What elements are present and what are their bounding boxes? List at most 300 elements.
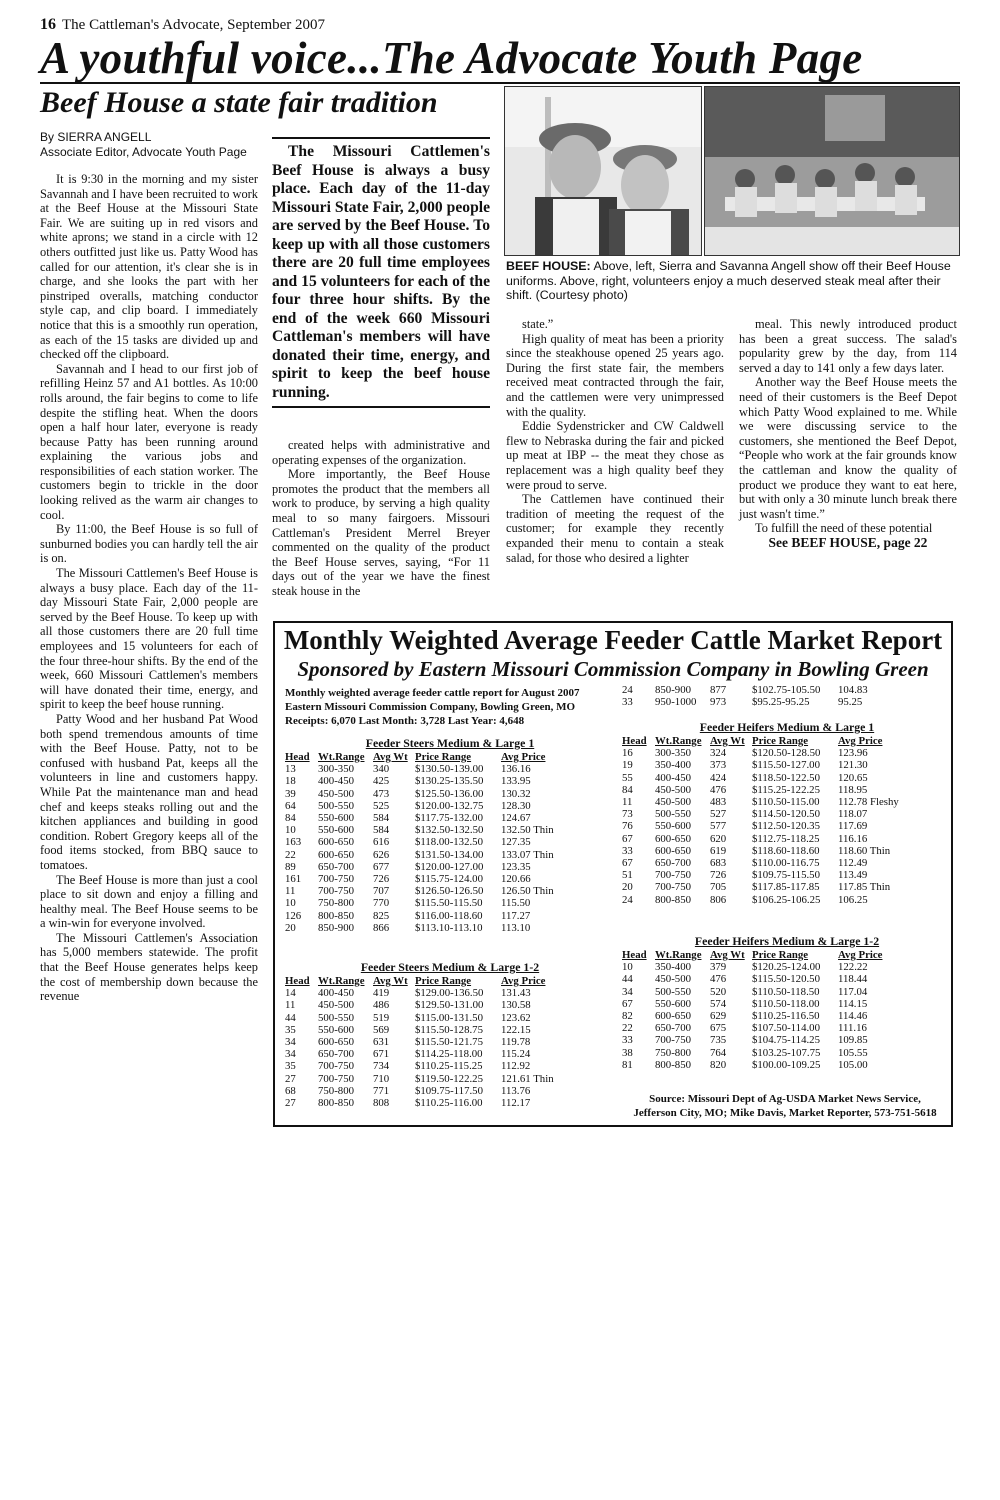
table-row xyxy=(285,861,601,873)
table-cell: 400-450 xyxy=(655,771,691,784)
table-cell: 22 xyxy=(285,848,296,861)
table-cell: 35 xyxy=(285,1023,296,1036)
table-cell: 683 xyxy=(710,857,727,870)
market-subtitle: Sponsored by Eastern Missouri Commission Company in Bowling Green xyxy=(297,657,929,681)
table-cell: 671 xyxy=(373,1048,390,1061)
table-cell: 10 xyxy=(622,961,633,974)
table-cell: $118.50-122.50 xyxy=(752,771,820,784)
table-row xyxy=(622,1047,938,1059)
table-cell: 707 xyxy=(373,885,390,898)
article-paragraph: Patty Wood and her husband Pat Wood both spend tremendous amounts of time with the Beef House. Patty, not to be confused with husband Pat, keeps all the volunteers in line and customers happy. While Pat the maintenance man and head chef and keeps steaks rolling out and the kitchen appliances and building in good condition. Robert Gregory keeps all of the food items stocked, from BBQ sauce to tomatoes. xyxy=(40,711,258,872)
table-cell: 20 xyxy=(285,921,296,934)
table-cell: 113.76 xyxy=(501,1084,531,1097)
table-row xyxy=(622,833,938,845)
column-header: Avg Price xyxy=(501,751,546,763)
table-cell: $120.25-124.00 xyxy=(752,961,821,974)
table-cell: $112.50-120.35 xyxy=(752,820,820,833)
article-paragraph: Savannah and I head to our first job of refilling Heinz 57 and A1 bottles. As 10:00 rolls around, the fair begins to come to life despite the stifling heat. When the doors open a half hour later, everyone is ready because Patty has been running around explaining the various jobs and responsibilities of each station worker. The customers begin to trickle in the door looking relived as the warm air changes to cool. xyxy=(40,361,258,522)
table-cell: 33 xyxy=(622,1034,633,1047)
table-title: Feeder Steers Medium & Large 1 xyxy=(365,736,535,750)
market-source xyxy=(620,1092,950,1120)
table-cell: 734 xyxy=(373,1060,390,1073)
table-cell: 519 xyxy=(373,1011,390,1024)
table-cell: 118.60 Thin xyxy=(838,844,891,857)
article-column-4 xyxy=(739,317,957,551)
table-cell: 121.61 Thin xyxy=(501,1072,554,1085)
market-table xyxy=(622,735,938,906)
table-row xyxy=(285,1036,601,1048)
table-cell: 163 xyxy=(285,836,302,849)
table-row xyxy=(622,881,938,893)
table-cell: 500-550 xyxy=(318,1011,354,1024)
table-cell: 750-800 xyxy=(655,1046,691,1059)
table-row xyxy=(285,897,601,909)
byline xyxy=(40,130,265,160)
market-report-box xyxy=(273,621,953,1127)
banner-rule xyxy=(40,82,960,84)
table-row xyxy=(622,784,938,796)
table-cell: 112.49 xyxy=(838,857,868,870)
table-cell: $117.75-132.00 xyxy=(415,812,483,825)
table-cell: 550-600 xyxy=(318,824,354,837)
table-row xyxy=(622,772,938,784)
table-cell: 473 xyxy=(373,787,390,800)
table-cell: 123.35 xyxy=(501,860,531,873)
table-cell: 10 xyxy=(285,897,296,910)
table-cell: 650-700 xyxy=(655,1022,691,1035)
table-cell: 710 xyxy=(373,1072,390,1085)
table-cell: 350-400 xyxy=(655,961,691,974)
photo-volunteers xyxy=(704,86,960,256)
table-cell: 117.27 xyxy=(501,909,531,922)
table-cell: 619 xyxy=(710,844,727,857)
table-row xyxy=(622,845,938,857)
table-row xyxy=(285,763,601,775)
table-row xyxy=(285,824,601,836)
market-table xyxy=(622,949,938,1071)
table-cell: 11 xyxy=(285,885,296,898)
table-cell: 116.16 xyxy=(838,832,868,845)
table-row xyxy=(285,1060,601,1072)
column-header: Avg Price xyxy=(838,949,883,961)
article-column-2 xyxy=(272,438,490,599)
table-row xyxy=(285,849,601,861)
table-cell: 600-650 xyxy=(655,1010,691,1023)
table-cell: 700-750 xyxy=(655,1034,691,1047)
table-cell: 106.25 xyxy=(838,893,868,906)
table-cell: 800-850 xyxy=(318,1097,354,1110)
table-cell: 122.22 xyxy=(838,961,868,974)
photo-volunteers-image xyxy=(705,87,959,255)
table-cell: 700-750 xyxy=(655,881,691,894)
table-cell: 112.78 Fleshy xyxy=(838,796,899,809)
table-cell: 89 xyxy=(285,860,296,873)
table-cell: 115.50 xyxy=(501,897,531,910)
table-cell: 650-700 xyxy=(318,1048,354,1061)
table-cell: 373 xyxy=(710,759,727,772)
table-cell: $100.00-109.25 xyxy=(752,1058,821,1071)
table-cell: 808 xyxy=(373,1097,390,1110)
table-cell: 500-550 xyxy=(318,799,354,812)
table-cell: 806 xyxy=(710,893,727,906)
table-row xyxy=(622,894,938,906)
article-paragraph: The Missouri Cattlemen's Association has 5,000 members statewide. The profit that the Beef House generates helps keep the cost of membership down because the revenue xyxy=(40,930,258,1004)
table-cell: $110.25-116.50 xyxy=(752,1010,820,1023)
table-title: Feeder Steers Medium & Large 1-2 xyxy=(360,960,540,974)
table-cell: 18 xyxy=(285,775,296,788)
caption-lead: BEEF HOUSE: xyxy=(506,259,591,273)
table-cell: 324 xyxy=(710,747,727,760)
table-cell: 800-850 xyxy=(318,909,354,922)
table-cell: $119.50-122.25 xyxy=(415,1072,483,1085)
table-cell: 130.32 xyxy=(501,787,531,800)
table-cell: 128.30 xyxy=(501,799,531,812)
table-cell: 117.04 xyxy=(838,985,868,998)
table-cell: 476 xyxy=(710,973,727,986)
table-cell: 126 xyxy=(285,909,302,922)
table-row xyxy=(622,759,938,771)
table-cell: 340 xyxy=(373,763,390,776)
table-cell: 379 xyxy=(710,961,727,974)
table-cell: 64 xyxy=(285,799,296,812)
table-cell: $132.50-132.50 xyxy=(415,824,484,837)
table-row xyxy=(622,1010,938,1022)
table-cell: 73 xyxy=(622,808,633,821)
table-cell: 735 xyxy=(710,1034,727,1047)
article-paragraph: To fulfill the need of these potential xyxy=(755,521,933,536)
table-cell: 121.30 xyxy=(838,759,868,772)
table-cell: 450-500 xyxy=(318,999,354,1012)
table-cell: 114.46 xyxy=(838,1010,868,1023)
table-cell: 126.50 Thin xyxy=(501,885,554,898)
publication-line: The Cattleman's Advocate, September 2007 xyxy=(62,17,326,33)
market-receipts: Receipts: 6,070 Last Month: 3,728 Last Year: 4,648 xyxy=(285,715,525,727)
table-cell: 76 xyxy=(622,820,633,833)
table-cell: 584 xyxy=(373,824,390,837)
table-cell: $115.50-127.00 xyxy=(752,759,820,772)
column-header: Head xyxy=(285,975,310,987)
market-intro-line: Eastern Missouri Commission Company, Bowling Green, MO xyxy=(285,701,576,713)
column-header: Price Range xyxy=(415,975,472,987)
table-cell: 82 xyxy=(622,1010,633,1023)
market-table xyxy=(285,751,601,934)
table-cell: 24 xyxy=(622,684,633,696)
pull-quote-text: The Missouri Cattlemen's Beef House is always a busy place. Each day of the 11-day Missouri State Fair, 2,000 people are served by the Beef House. To keep up with all those customers there are 20 full time employees and 15 volunteers for each of the four three hour shifts. By the end of the week 660 Missouri Cattleman's members will have donated their time, energy, and spirit to keep the beef house running. xyxy=(272,143,490,401)
table-cell: 483 xyxy=(710,796,727,809)
table-cell: 27 xyxy=(285,1072,296,1085)
table-cell: 750-800 xyxy=(318,1084,354,1097)
table-cell: $114.50-120.50 xyxy=(752,808,820,821)
table-cell: $120.00-127.00 xyxy=(415,860,484,873)
market-table xyxy=(285,975,601,1109)
table-cell: 84 xyxy=(622,783,633,796)
market-title: Monthly Weighted Average Feeder Cattle Market Report xyxy=(283,625,943,655)
table-cell: $109.75-117.50 xyxy=(415,1084,483,1097)
table-cell: $110.50-118.50 xyxy=(752,985,820,998)
table-row xyxy=(622,747,938,759)
article-paragraph: Another way the Beef House meets the need of their customers is the Beef Depot which Patty Wood explained to me. While we were discussing service to the customers, she mentioned the Beef Depot, “People who work at the fair grounds know the cattleman and know the quality of product we produce they want to eat here, but with only a 30 minute lunch break there just wasn't time.” xyxy=(739,375,957,521)
article-paragraph: meal. This newly introduced product has been a great success. The salad's popularity grew by the day, from 114 served a day to 141 only a few days later. xyxy=(739,317,957,375)
table-cell: $114.25-118.00 xyxy=(415,1048,483,1061)
column-header: Head xyxy=(285,751,310,763)
page-number: 16 xyxy=(40,16,56,33)
table-cell: $120.00-132.75 xyxy=(415,799,484,812)
table-cell: $115.50-120.50 xyxy=(752,973,820,986)
table-cell: 120.65 xyxy=(838,771,868,784)
table-cell: $115.00-131.50 xyxy=(415,1011,483,1024)
column-header: Head xyxy=(622,735,647,747)
table-cell: $104.75-114.25 xyxy=(752,1034,820,1047)
column-header: Avg Wt xyxy=(373,975,408,987)
table-cell: 300-350 xyxy=(655,747,691,760)
table-cell: 133.07 Thin xyxy=(501,848,554,861)
table-cell: 550-600 xyxy=(318,1023,354,1036)
table-cell: 476 xyxy=(710,783,727,796)
table-cell: 825 xyxy=(373,909,390,922)
article-paragraph: state.” xyxy=(522,317,554,331)
table-cell: 13 xyxy=(285,763,296,776)
column-header: Wt.Range xyxy=(318,975,365,987)
table-cell: 84 xyxy=(285,812,296,825)
table-cell: $115.25-122.25 xyxy=(752,783,820,796)
table-cell: 650-700 xyxy=(655,857,691,870)
table-cell: $131.50-134.00 xyxy=(415,848,484,861)
table-row xyxy=(285,1073,601,1085)
table-cell: 44 xyxy=(622,973,633,986)
table-cell: 113.10 xyxy=(501,921,531,934)
table-cell: 34 xyxy=(285,1048,296,1061)
table-row xyxy=(285,1012,601,1024)
byline-author: By SIERRA ANGELL xyxy=(40,130,152,144)
table-cell: 14 xyxy=(285,987,296,1000)
table-cell: 133.95 xyxy=(501,775,531,788)
article-paragraph: Eddie Sydenstricker and CW Caldwell flew to Nebraska during the fair and picked up meat at IBP -- the meat they chose as replacement was a high quality beef they were proud to serve. xyxy=(506,419,724,492)
table-cell: 55 xyxy=(622,771,633,784)
table-cell: $115.75-124.00 xyxy=(415,873,483,886)
see-reference: See BEEF HOUSE, page 22 xyxy=(768,534,928,550)
table-cell: 450-500 xyxy=(655,783,691,796)
table-heifers-ml12 xyxy=(622,933,952,1071)
table-cell: $112.75-118.25 xyxy=(752,832,820,845)
table-cell: 124.67 xyxy=(501,812,531,825)
table-cell: $120.50-128.50 xyxy=(752,747,821,760)
column-header: Price Range xyxy=(752,949,809,961)
table-row xyxy=(285,999,601,1011)
table-cell: 419 xyxy=(373,987,390,1000)
table-cell: 700-750 xyxy=(318,1072,354,1085)
table-cell: 616 xyxy=(373,836,390,849)
table-cell: 104.83 xyxy=(838,684,868,696)
table-cell: $95.25-95.25 xyxy=(752,696,810,709)
table-cell: 161 xyxy=(285,873,302,886)
table-cell: 35 xyxy=(285,1060,296,1073)
pull-quote xyxy=(272,137,490,408)
table-cell: 20 xyxy=(622,881,633,894)
column-header: Wt.Range xyxy=(655,949,702,961)
table-row xyxy=(622,857,938,869)
table-cell: 33 xyxy=(622,844,633,857)
table-cell: 11 xyxy=(285,999,296,1012)
table-cell: 120.66 xyxy=(501,873,531,886)
table-cell: 118.07 xyxy=(838,808,868,821)
table-cell: 705 xyxy=(710,881,727,894)
table-cell: $115.50-121.75 xyxy=(415,1036,483,1049)
table-cell: 27 xyxy=(285,1097,296,1110)
table-row xyxy=(622,1022,938,1034)
table-cell: 130.58 xyxy=(501,999,531,1012)
table-cell: 629 xyxy=(710,1010,727,1023)
table-cell: 113.49 xyxy=(838,869,868,882)
table-row xyxy=(622,684,938,696)
table-cell: 118.44 xyxy=(838,973,868,986)
table-cell: 771 xyxy=(373,1084,390,1097)
column-header: Avg Wt xyxy=(710,949,745,961)
table-cell: 22 xyxy=(622,1022,633,1035)
article-paragraph: High quality of meat has been a priority since the steakhouse opened 25 years ago. During the first state fair, the members received meat contracted through the fair, and the cattlemen were very unimpressed with the quality. xyxy=(506,331,724,419)
table-cell: 550-600 xyxy=(655,997,691,1010)
article-column-3 xyxy=(506,317,724,565)
table-cell: 300-350 xyxy=(318,763,354,776)
table-row xyxy=(622,808,938,820)
table-cell: 675 xyxy=(710,1022,727,1035)
table-cell: 114.15 xyxy=(838,997,868,1010)
table-cell: 39 xyxy=(285,787,296,800)
table-cell: 44 xyxy=(285,1011,296,1024)
column-header: Avg Price xyxy=(501,975,546,987)
table-cell: 118.95 xyxy=(838,783,868,796)
article-paragraph: By 11:00, the Beef House is so full of sunburned bodies you can hardly tell the air is on. xyxy=(40,522,258,566)
table-cell: 123.62 xyxy=(501,1011,531,1024)
page-banner: A youthful voice...The Advocate Youth Page xyxy=(40,33,863,83)
table-cell: 425 xyxy=(373,775,390,788)
table-row xyxy=(285,1024,601,1036)
table-row xyxy=(285,910,601,922)
table-row xyxy=(285,922,601,934)
market-table xyxy=(622,684,938,708)
table-cell: 112.92 xyxy=(501,1060,531,1073)
table-steers-ml12-continued xyxy=(622,684,952,708)
table-cell: 600-650 xyxy=(318,836,354,849)
table-cell: 16 xyxy=(622,747,633,760)
table-cell: 10 xyxy=(285,824,296,837)
table-cell: 800-850 xyxy=(655,1058,691,1071)
table-row xyxy=(622,986,938,998)
table-cell: 726 xyxy=(710,869,727,882)
market-source-line: Jefferson City, MO; Mike Davis, Market Reporter, 573-751-5618 xyxy=(633,1107,937,1119)
table-cell: 33 xyxy=(622,696,633,709)
table-cell: 726 xyxy=(373,873,390,886)
table-row xyxy=(285,1085,601,1097)
table-cell: $118.60-118.60 xyxy=(752,844,820,857)
table-cell: 577 xyxy=(710,820,727,833)
photo-caption xyxy=(506,259,958,303)
table-title: Feeder Heifers Medium & Large 1-2 xyxy=(694,934,880,948)
table-row xyxy=(285,1048,601,1060)
table-row xyxy=(622,973,938,985)
article-paragraph: It is 9:30 in the morning and my sister Savannah and I have been recruited to work at the Beef House at the Missouri State Fair. We are suiting up in red visors and white aprons; we stand in a circle with 12 others outfitted just like us. Patty Wood has called for our attention, it's clear she is in charge, and she looks the part with her pinstriped overalls, matching conductor style cap, and clip board. I immediately notice that this is a smoothly run operation, as each of the 15 tasks are divided up and checked off the clipboard. xyxy=(40,172,258,362)
table-cell: 850-900 xyxy=(655,684,691,696)
column-header: Avg Wt xyxy=(710,735,745,747)
table-row xyxy=(285,873,601,885)
table-cell: 67 xyxy=(622,832,633,845)
article-paragraph: The Cattlemen have continued their tradition of meeting the request of the customer; for example they recently expanded their menu to contain a steak salad, for those who desired a lighter xyxy=(506,492,724,565)
article-paragraph: The Beef House is more than just a cool place to sit down and enjoy a filling and healthy meal. The Beef House seems to be a win-win for everyone involved. xyxy=(40,872,258,931)
table-cell: 764 xyxy=(710,1046,727,1059)
table-cell: $130.25-135.50 xyxy=(415,775,484,788)
table-cell: $130.50-139.00 xyxy=(415,763,484,776)
table-cell: 81 xyxy=(622,1058,633,1071)
column-header: Price Range xyxy=(752,735,809,747)
table-cell: 19 xyxy=(622,759,633,772)
table-cell: 424 xyxy=(710,771,727,784)
table-cell: 500-550 xyxy=(655,808,691,821)
table-cell: $102.75-105.50 xyxy=(752,684,821,696)
table-cell: 450-500 xyxy=(318,787,354,800)
table-cell: $118.00-132.50 xyxy=(415,836,483,849)
table-row xyxy=(285,1097,601,1109)
table-cell: 820 xyxy=(710,1058,727,1071)
article-paragraph: More importantly, the Beef House promotes the product that the members all work to produce, by serving a high quality meal to so many fairgoers. Missouri Cattleman's President Merrel Breyer commented on the quality of the product the Beef House serves, saying, “For 11 days out of the year we have the finest steak house in the xyxy=(272,467,490,598)
column-header: Avg Price xyxy=(838,735,883,747)
table-cell: 500-550 xyxy=(655,985,691,998)
table-cell: 620 xyxy=(710,832,727,845)
table-cell: $115.50-115.50 xyxy=(415,897,483,910)
table-cell: 350-400 xyxy=(655,759,691,772)
table-row xyxy=(622,796,938,808)
table-header-row xyxy=(285,751,601,763)
table-cell: 700-750 xyxy=(318,873,354,886)
table-header-row xyxy=(285,975,601,987)
table-cell: 119.78 xyxy=(501,1036,531,1049)
table-cell: 111.16 xyxy=(838,1022,867,1035)
table-cell: $129.50-131.00 xyxy=(415,999,484,1012)
table-row xyxy=(285,987,601,999)
table-cell: $109.75-115.50 xyxy=(752,869,820,882)
table-cell: 700-750 xyxy=(655,869,691,882)
table-header-row xyxy=(622,949,938,961)
market-intro-line: Monthly weighted average feeder cattle report for August 2007 xyxy=(285,687,580,699)
table-cell: $110.50-115.00 xyxy=(752,796,820,809)
table-cell: 584 xyxy=(373,812,390,825)
table-cell: 750-800 xyxy=(318,897,354,910)
table-cell: 800-850 xyxy=(655,893,691,906)
table-cell: 38 xyxy=(622,1046,633,1059)
table-cell: 450-500 xyxy=(655,796,691,809)
table-row xyxy=(285,775,601,787)
table-cell: 34 xyxy=(285,1036,296,1049)
table-cell: 123.96 xyxy=(838,747,868,760)
table-cell: 650-700 xyxy=(318,860,354,873)
table-cell: $125.50-136.00 xyxy=(415,787,484,800)
table-cell: 600-650 xyxy=(655,844,691,857)
table-row xyxy=(285,800,601,812)
table-cell: $115.50-128.75 xyxy=(415,1023,483,1036)
table-cell: 132.50 Thin xyxy=(501,824,554,837)
table-cell: 450-500 xyxy=(655,973,691,986)
table-cell: 631 xyxy=(373,1036,390,1049)
table-cell: 24 xyxy=(622,893,633,906)
column-header: Head xyxy=(622,949,647,961)
table-cell: 700-750 xyxy=(318,1060,354,1073)
table-cell: $106.25-106.25 xyxy=(752,893,821,906)
table-cell: 574 xyxy=(710,997,727,1010)
table-cell: 850-900 xyxy=(318,921,354,934)
table-cell: 11 xyxy=(622,796,633,809)
table-row xyxy=(285,836,601,848)
table-cell: 136.16 xyxy=(501,763,531,776)
table-cell: 95.25 xyxy=(838,696,863,709)
photo-sierra-savanna xyxy=(504,86,702,256)
